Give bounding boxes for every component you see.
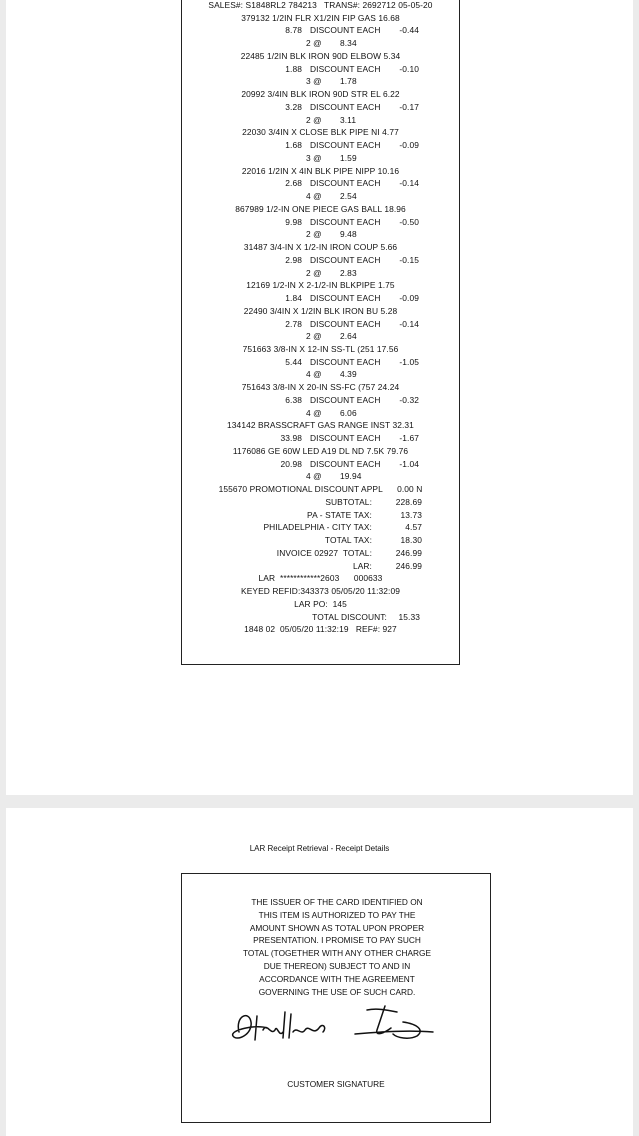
discount-label: DISCOUNT EACH [310,216,381,227]
discount-label: DISCOUNT EACH [310,394,381,405]
item-quantity-line [182,191,459,201]
item-description: 22485 1/2IN BLK IRON 90D ELBOW 5.34 [240,50,401,61]
item-price: 2.78 [285,318,302,329]
item-quantity: 2 @ [306,331,322,342]
item-discount: -0.44 [399,25,419,36]
item-quantity: 3 @ [306,152,322,163]
total-label: PHILADELPHIA - CITY TAX: [263,522,372,533]
item-description: 20992 3/4IN BLK IRON 90D STR EL 6.22 [241,89,400,100]
discount-label: DISCOUNT EACH [310,433,381,444]
total-line [182,522,459,532]
item-unit-price: 1.59 [340,152,357,163]
discount-label: DISCOUNT EACH [310,293,381,304]
item-description: 22016 1/2IN X 4IN BLK PIPE NIPP 10.16 [241,165,400,176]
total-discount-label: TOTAL DISCOUNT: [312,611,387,622]
item-discount-line [182,102,459,112]
item-quantity-line [182,229,459,239]
total-value: 13.73 [400,509,422,520]
item-description: 12169 1/2-IN X 2-1/2-IN BLKPIPE 1.75 [246,280,395,291]
item-discount-line [182,255,459,265]
receipt-box [181,0,460,665]
item-description: 751663 3/8-IN X 12-IN SS-TL (251 17.56 [242,343,399,354]
item-discount-line [182,178,459,188]
item-discount: -1.05 [399,356,419,367]
receipt-footer: 1848 02 05/05/20 11:32:19 REF#: 927 [244,624,397,635]
total-value: 4.57 [405,522,422,533]
total-value: 246.99 [395,547,422,558]
item-quantity: 4 @ [306,407,322,418]
item-price: 2.68 [285,178,302,189]
item-discount: -0.09 [399,293,419,304]
total-value: 228.69 [395,496,422,507]
item-discount-line [182,459,459,469]
item-price: 2.98 [285,254,302,265]
item-unit-price: 3.11 [340,114,357,125]
card-line: LAR ************2603 000633 [258,573,383,584]
item-price: 3.28 [285,101,302,112]
item-unit-price: 2.64 [340,331,357,342]
total-line [182,548,459,558]
discount-label: DISCOUNT EACH [310,101,381,112]
item-discount: -0.14 [399,178,419,189]
discount-label: DISCOUNT EACH [310,356,381,367]
item-unit-price: 4.39 [340,369,357,380]
item-discount: -0.14 [399,318,419,329]
item-price: 6.38 [285,394,302,405]
item-quantity-line [182,76,459,86]
item-quantity-line [182,153,459,163]
item-description: 867989 1/2-IN ONE PIECE GAS BALL 18.96 [235,203,406,214]
legal-text [212,896,462,998]
total-discount-value: 15.33 [398,611,420,622]
item-unit-price: 8.34 [340,38,357,49]
legal-line: ACCORDANCE WITH THE AGREEMENT [259,973,415,984]
po-line: LAR PO: 145 [294,598,347,609]
total-label: PA - STATE TAX: [307,509,372,520]
item-description: 751643 3/8-IN X 20-IN SS-FC (757 24.24 [241,382,400,393]
refid-line: KEYED REFID:343373 05/05/20 11:32:09 [241,586,400,597]
item-unit-price: 9.48 [340,229,357,240]
item-description: 22490 3/4IN X 1/2IN BLK IRON BU 5.28 [243,305,398,316]
item-quantity-line [182,115,459,125]
item-discount-line [182,395,459,405]
item-discount: -0.17 [399,101,419,112]
total-value: 246.99 [395,560,422,571]
total-label: LAR: [352,560,372,571]
legal-line: TOTAL (TOGETHER WITH ANY OTHER CHARGE [242,948,432,959]
item-unit-price: 1.78 [340,76,357,87]
discount-label: DISCOUNT EACH [310,63,381,74]
item-quantity: 4 @ [306,471,322,482]
discount-label: DISCOUNT EACH [310,140,381,151]
item-quantity-line [182,38,459,48]
total-value: 18.30 [400,535,422,546]
total-discount-line [182,612,459,622]
item-discount: -0.32 [399,394,419,405]
item-discount-line [182,357,459,367]
item-quantity: 4 @ [306,191,322,202]
item-price: 9.98 [285,216,302,227]
total-line [182,510,459,520]
total-label: TOTAL TAX: [324,535,372,546]
item-quantity-line [182,471,459,481]
item-quantity: 3 @ [306,76,322,87]
item-quantity: 4 @ [306,369,322,380]
item-price: 1.88 [285,63,302,74]
legal-line: GOVERNING THE USE OF SUCH CARD. [258,986,416,997]
item-quantity-line [182,408,459,418]
item-price: 5.44 [285,356,302,367]
page-title: LAR Receipt Retrieval - Receipt Details [249,844,390,853]
item-discount: -0.50 [399,216,419,227]
item-price: 20.98 [280,458,302,469]
receipt-page-2 [6,808,633,1136]
item-unit-price: 2.54 [340,191,357,202]
item-quantity: 2 @ [306,229,322,240]
item-unit-price: 2.83 [340,267,357,278]
total-label: SUBTOTAL: [325,496,372,507]
item-quantity: 2 @ [306,38,322,49]
legal-line: DUE THEREON) SUBJECT TO AND IN [263,960,411,971]
discount-label: DISCOUNT EACH [310,25,381,36]
signature-label: CUSTOMER SIGNATURE [287,1079,385,1089]
item-discount-line [182,25,459,35]
item-description: 379132 1/2IN FLR X1/2IN FIP GAS 16.68 [241,12,400,23]
total-label: INVOICE 02927 TOTAL: [276,547,372,558]
item-discount-line [182,217,459,227]
discount-label: DISCOUNT EACH [310,458,381,469]
item-discount-line [182,433,459,443]
total-line [182,497,459,507]
item-discount: -1.67 [399,433,419,444]
customer-signature-image [227,1002,447,1052]
legal-line: THIS ITEM IS AUTHORIZED TO PAY THE [258,909,416,920]
item-price: 8.78 [285,25,302,36]
item-price: 1.84 [285,293,302,304]
receipt-header: SALES#: S1848RL2 784213 TRANS#: 2692712 05-05-20 [208,0,433,10]
item-description: 22030 3/4IN X CLOSE BLK PIPE NI 4.77 [242,127,399,138]
legal-line: PRESENTATION. I PROMISE TO PAY SUCH [253,935,421,946]
item-discount: -0.15 [399,254,419,265]
item-quantity-line [182,331,459,341]
item-discount-line [182,64,459,74]
item-price: 1.68 [285,140,302,151]
item-description: 1176086 GE 60W LED A19 DL ND 7.5K 79.76 [232,445,409,456]
item-quantity-line [182,369,459,379]
discount-label: DISCOUNT EACH [310,254,381,265]
item-unit-price: 6.06 [340,407,357,418]
receipt-page-1 [6,0,633,795]
item-price: 33.98 [280,433,302,444]
promo-line: 155670 PROMOTIONAL DISCOUNT APPL 0.00 N [218,484,423,495]
item-discount: -0.09 [399,140,419,151]
item-discount-line [182,140,459,150]
legal-line: THE ISSUER OF THE CARD IDENTIFIED ON [251,897,423,907]
legal-line: AMOUNT SHOWN AS TOTAL UPON PROPER [249,922,425,933]
item-description: 134142 BRASSCRAFT GAS RANGE INST 32.31 [227,420,414,431]
discount-label: DISCOUNT EACH [310,318,381,329]
item-discount: -0.10 [399,63,419,74]
discount-label: DISCOUNT EACH [310,178,381,189]
item-quantity: 2 @ [306,267,322,278]
item-discount-line [182,293,459,303]
item-unit-price: 19.94 [340,471,362,482]
total-line [182,535,459,545]
item-quantity: 2 @ [306,114,322,125]
total-line [182,561,459,571]
item-discount-line [182,319,459,329]
signature-box [181,873,491,1123]
item-quantity-line [182,268,459,278]
item-discount: -1.04 [399,458,419,469]
item-description: 31487 3/4-IN X 1/2-IN IRON COUP 5.66 [243,242,398,253]
